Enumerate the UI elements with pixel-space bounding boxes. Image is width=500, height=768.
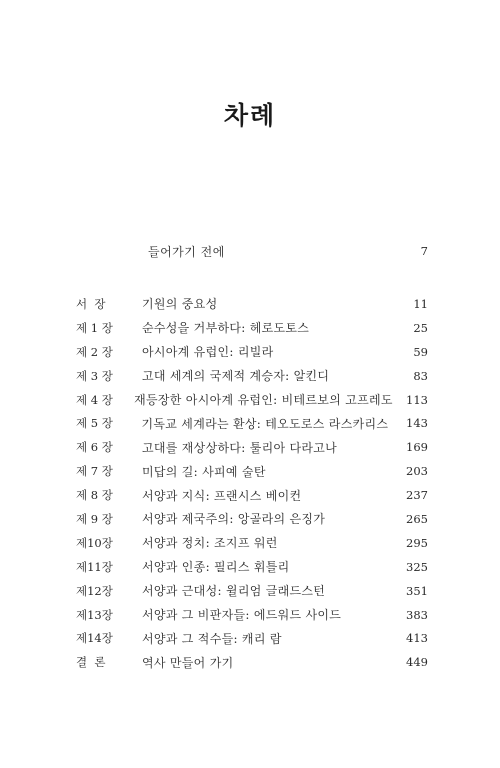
toc-entry-title: 역사 만들어 가기 — [142, 655, 234, 670]
toc-chapter-label: 제 1 장 — [76, 320, 113, 335]
toc-row — [76, 531, 428, 555]
toc-row — [76, 292, 428, 316]
toc-entry-page: 7 — [420, 244, 428, 258]
toc-entry-page: 25 — [413, 320, 428, 335]
toc-entry-title: 서양과 근대성: 윌리엄 글래드스턴 — [142, 584, 326, 599]
toc-entry-title: 서양과 그 적수들: 캐리 람 — [142, 631, 282, 646]
toc-entry-title: 고대 세계의 국제적 계승자: 알킨디 — [142, 369, 330, 384]
toc-entry-page: 11 — [413, 296, 428, 311]
toc-entry-title: 들어가기 전에 — [148, 244, 225, 259]
toc-row — [76, 507, 428, 531]
toc-chapter-label: 제 9 장 — [76, 511, 113, 526]
toc-chapter-label: 제 7 장 — [76, 464, 113, 479]
toc-row — [76, 603, 428, 627]
toc-entry-page: 325 — [406, 559, 428, 574]
toc-entry-page: 203 — [406, 464, 428, 479]
toc-entry-page: 59 — [413, 344, 428, 359]
toc-entry-title: 기독교 세계라는 환상: 테오도로스 라스카리스 — [141, 416, 389, 431]
toc-prologue-row — [148, 242, 428, 260]
toc-entry-page: 295 — [406, 535, 428, 550]
toc-entry-title: 서양과 그 비판자들: 에드워드 사이드 — [142, 608, 342, 623]
toc-entry-page: 113 — [406, 392, 428, 407]
toc-row — [76, 388, 428, 412]
toc-chapter-label: 제 6 장 — [76, 440, 113, 455]
toc-row — [76, 650, 428, 674]
toc-chapter-label: 제 3 장 — [76, 368, 113, 383]
toc-chapter-label: 제 8 장 — [76, 488, 113, 503]
toc-row — [76, 459, 428, 483]
toc-entry-page: 351 — [406, 583, 428, 598]
toc-entry-page: 237 — [406, 488, 428, 503]
toc-entry-page: 143 — [406, 416, 428, 431]
toc-row — [76, 483, 428, 507]
table-of-contents — [76, 292, 428, 674]
toc-entry-title: 기원의 중요성 — [142, 297, 218, 312]
toc-chapter-label: 제 2 장 — [76, 344, 113, 359]
toc-entry-title: 아시아계 유럽인: 리빌라 — [142, 345, 274, 360]
toc-chapter-label: 제14장 — [76, 631, 113, 646]
toc-entry-title: 서양과 정치: 조지프 워런 — [142, 536, 278, 551]
toc-chapter-label: 제11장 — [76, 559, 113, 574]
toc-entry-page: 169 — [406, 440, 428, 455]
toc-chapter-label: 제13장 — [76, 607, 113, 622]
page-title: 차례 — [223, 101, 277, 130]
toc-entry-title: 재등장한 아시아계 유럽인: 비테르보의 고프레도 — [134, 393, 393, 407]
toc-row — [76, 435, 428, 459]
toc-chapter-label: 서 장 — [76, 296, 106, 311]
toc-row — [76, 626, 428, 650]
toc-entry-title: 미답의 길: 사피예 술탄 — [142, 464, 266, 479]
toc-row — [76, 364, 428, 388]
toc-row — [76, 316, 428, 340]
toc-row — [76, 555, 428, 579]
toc-entry-title: 순수성을 거부하다: 헤로도토스 — [142, 321, 310, 336]
toc-chapter-label: 제 5 장 — [76, 416, 113, 431]
toc-entry-title: 서양과 지식: 프랜시스 베이컨 — [142, 488, 302, 503]
toc-row — [76, 340, 428, 364]
toc-entry-page: 383 — [406, 607, 428, 622]
toc-entry-page: 83 — [413, 368, 428, 383]
toc-row — [76, 579, 428, 603]
toc-chapter-label: 제10장 — [76, 535, 113, 550]
toc-entry-title: 서양과 제국주의: 앙골라의 은징가 — [142, 512, 326, 527]
toc-row — [76, 411, 428, 435]
toc-chapter-label: 제12장 — [76, 583, 113, 598]
toc-entry-page: 449 — [406, 655, 428, 670]
toc-chapter-label: 제 4 장 — [76, 392, 113, 407]
toc-entry-title: 고대를 재상상하다: 툴리아 다라고나 — [142, 440, 338, 455]
toc-entry-page: 413 — [406, 631, 428, 646]
toc-entry-page: 265 — [406, 511, 428, 526]
toc-chapter-label: 결 론 — [76, 655, 106, 670]
toc-entry-title: 서양과 인종: 필리스 휘틀리 — [142, 560, 290, 575]
